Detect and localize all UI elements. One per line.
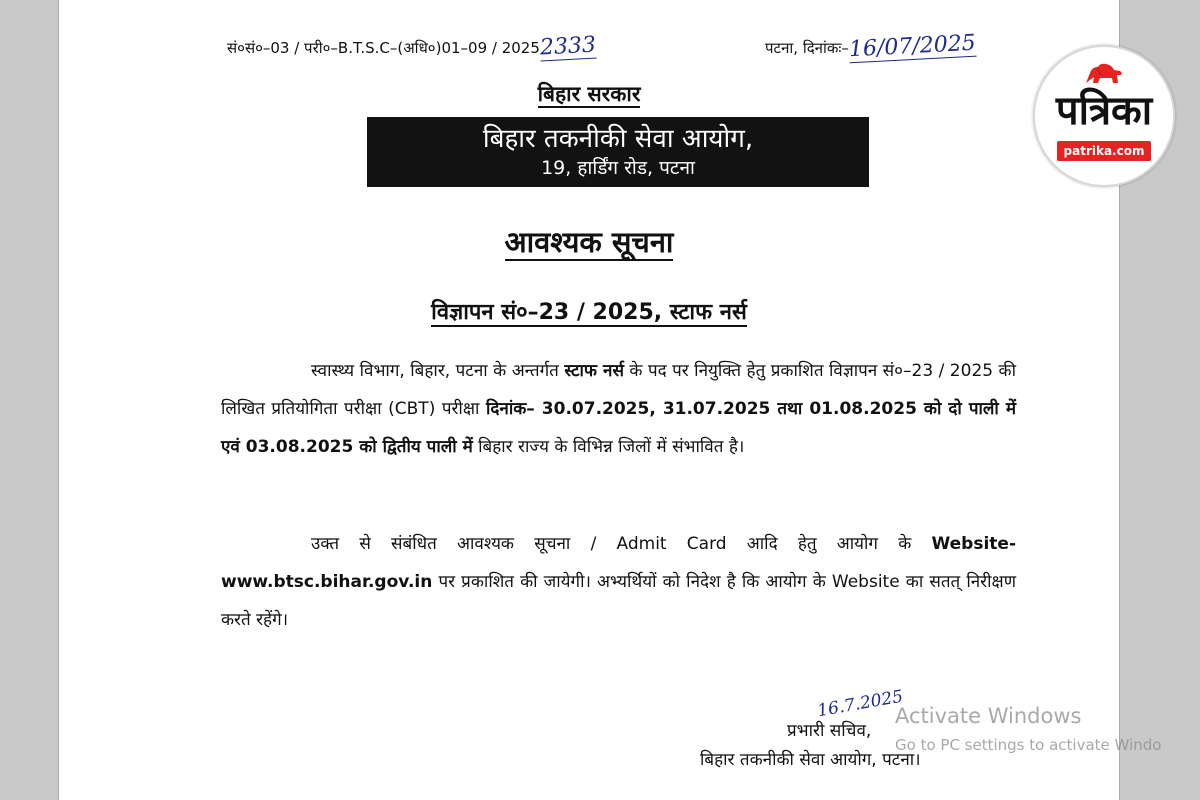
p2-intro: उक्त से संबंधित आवश्यक सूचना / Admit Card आदि हेतु आयोग के [311, 534, 912, 554]
signatory-designation: प्रभारी सचिव, [787, 721, 872, 741]
p1-closing: बिहार राज्य के विभिन्न जिलों में संभावित है। [478, 437, 745, 457]
p1-intro: स्वास्थ्य विभाग, बिहार, पटना के अन्तर्गत [311, 361, 559, 381]
p1-post-name: स्टाफ नर्स [564, 361, 624, 381]
activate-windows-title: Activate Windows [895, 704, 1082, 728]
government-label: बिहार सरकार [537, 82, 641, 106]
commission-name: बिहार तकनीकी सेवा आयोग, [482, 124, 754, 154]
commission-banner [367, 117, 869, 187]
handwritten-letter-number: 2333 [539, 32, 597, 61]
place-date-label: पटना, दिनांकः– [765, 39, 849, 57]
government-heading [59, 80, 1119, 108]
p1-exam-details: के पद पर नियुक्ति हेतु प्रकाशित विज्ञापन सं०–23 / 2025 की लिखित प्रतियोगिता परीक्षा (CBT) परीक्षा [221, 361, 1016, 419]
signatory-office: बिहार तकनीकी सेवा आयोग, पटना। [700, 750, 921, 770]
reference-number [227, 34, 596, 60]
logo-url: patrika.com [1057, 141, 1151, 161]
handwritten-date: 16/07/2025 [848, 30, 977, 63]
p2-website: Website- www.btsc.bihar.gov.in [221, 534, 1017, 592]
activate-windows-hint: Go to PC settings to activate Windo [895, 736, 1162, 754]
advertisement-heading [59, 296, 1119, 326]
place-date [765, 30, 977, 63]
p2-closing: पर प्रकाशित की जायेगी। अभ्यर्थियों को निदेश है कि आयोग के Website का सतत् निरीक्षण करते रहेंगे। [221, 572, 1016, 630]
logo-wordmark: पत्रिका [1055, 88, 1153, 134]
document-page [58, 0, 1120, 800]
notice-title-text: आवश्यक सूचना [504, 225, 674, 259]
lion-icon [1084, 61, 1124, 85]
reference-prefix: सं०सं०–03 / परी०–B.T.S.C–(अधि०)01–09 / 2025 [227, 39, 540, 57]
patrika-logo [1033, 45, 1175, 187]
advertisement-text: विज्ञापन सं०–23 / 2025, स्टाफ नर्स [431, 300, 747, 325]
body-paragraph-1 [221, 352, 1016, 466]
commission-address: 19, हार्डिंग रोड, पटना [541, 157, 695, 179]
notice-title [59, 222, 1119, 261]
handwritten-signature: 16.7.2025 [815, 686, 905, 722]
p1-exam-dates: दिनांक– 30.07.2025, 31.07.2025 तथा 01.08.2025 को दो पाली में एवं 03.08.2025 को द्वितीय पाली में [221, 399, 1017, 457]
body-paragraph-2 [221, 525, 1016, 639]
